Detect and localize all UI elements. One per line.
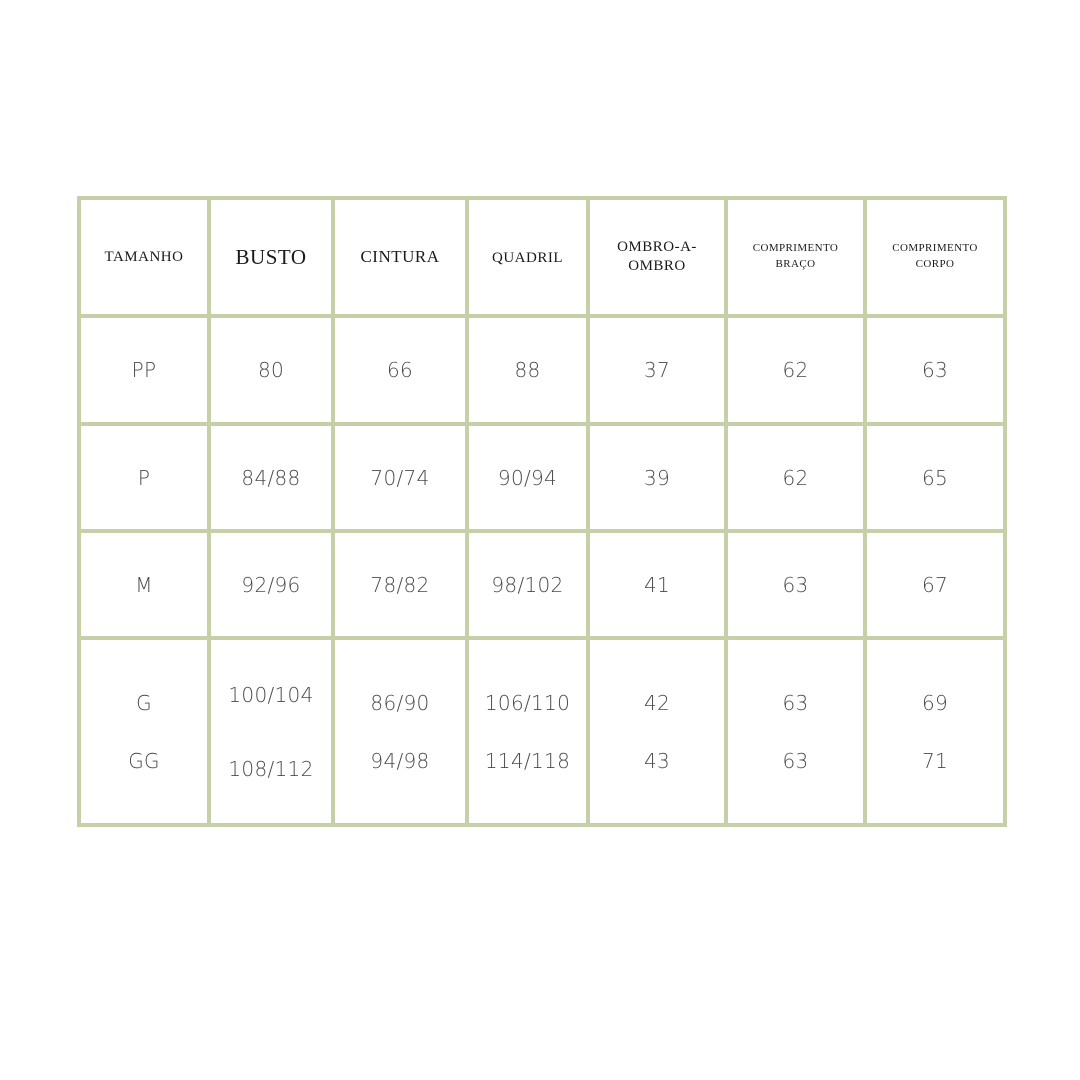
cell-braco [726,316,865,424]
value-braco: 62 [782,358,809,382]
cell-ombro [588,638,726,825]
header-ombro: OMBRO-A-OMBRO [617,239,697,274]
cell-tamanho [79,316,209,424]
value-braco: 63 [782,572,809,597]
value-braco: 63 [782,690,809,715]
cell-quadril [467,531,588,638]
cell-ombro [588,316,726,424]
value-quadril: 106/110 [484,690,571,715]
value-quadril: 98/102 [491,572,564,597]
header-cell-braco [726,198,865,316]
header-tamanho: TAMANHO [104,248,184,265]
value-tamanho: GG [128,748,160,773]
cell-corpo [865,531,1005,638]
cell-tamanho [79,638,209,825]
cell-corpo [865,316,1005,424]
value-cintura: 66 [386,358,414,382]
value-tamanho: P [137,465,151,490]
value-cintura: 86/90 [370,690,430,715]
cell-corpo [865,424,1005,531]
value-corpo: 69 [921,690,949,715]
value-corpo: 63 [921,358,949,382]
value-ombro: 39 [643,465,671,490]
header-cell-tamanho [79,198,209,316]
cell-tamanho [79,424,209,531]
value-cintura: 70/74 [370,465,430,490]
cell-cintura [333,638,467,825]
header-row [79,198,1005,316]
header-cell-quadril [467,198,588,316]
cell-quadril [467,424,588,531]
cell-tamanho [79,531,209,638]
value-ombro: 43 [643,748,671,773]
cell-busto [209,531,333,638]
cell-busto [209,316,333,424]
header-cintura: CINTURA [360,247,440,267]
header-cell-corpo [865,198,1005,316]
header-cell-ombro [588,198,726,316]
cell-cintura [333,531,467,638]
header-cell-cintura [333,198,467,316]
table-row [79,424,1005,531]
cell-braco [726,638,865,825]
header-comprimento-braco: COMPRIMENTO BRAÇO [752,242,839,270]
value-quadril: 88 [514,358,541,382]
value-busto: 80 [257,358,285,382]
value-ombro: 37 [643,358,671,382]
header-busto: BUSTO [235,244,307,269]
value-tamanho: G [136,690,152,715]
value-braco: 63 [782,748,809,773]
cell-quadril [467,638,588,825]
cell-ombro [588,531,726,638]
value-ombro: 41 [643,572,671,597]
value-busto: 100/104 [228,682,314,707]
table-row [79,316,1005,424]
value-busto: 92/96 [241,572,301,597]
table-row [79,531,1005,638]
value-braco: 62 [782,465,809,490]
value-busto: 84/88 [241,465,301,490]
header-cell-busto [209,198,333,316]
value-ombro: 42 [643,690,671,715]
cell-braco [726,424,865,531]
cell-busto [209,424,333,531]
value-cintura: 94/98 [370,748,430,773]
header-quadril: QUADRIL [492,249,563,266]
value-busto: 108/112 [228,756,314,781]
cell-braco [726,531,865,638]
cell-quadril [467,316,588,424]
cell-corpo [865,638,1005,825]
value-cintura: 78/82 [370,572,430,597]
size-chart-table [77,196,1007,827]
value-tamanho: M [135,572,153,597]
value-quadril: 90/94 [497,465,558,490]
value-tamanho: PP [131,358,157,382]
table-row [79,638,1005,825]
value-quadril: 114/118 [484,748,571,773]
value-corpo: 65 [921,465,949,490]
value-corpo: 67 [921,572,949,597]
cell-cintura [333,424,467,531]
value-corpo: 71 [921,748,949,773]
cell-cintura [333,316,467,424]
cell-busto [209,638,333,825]
header-comprimento-corpo: COMPRIMENTO CORPO [892,242,978,270]
cell-ombro [588,424,726,531]
